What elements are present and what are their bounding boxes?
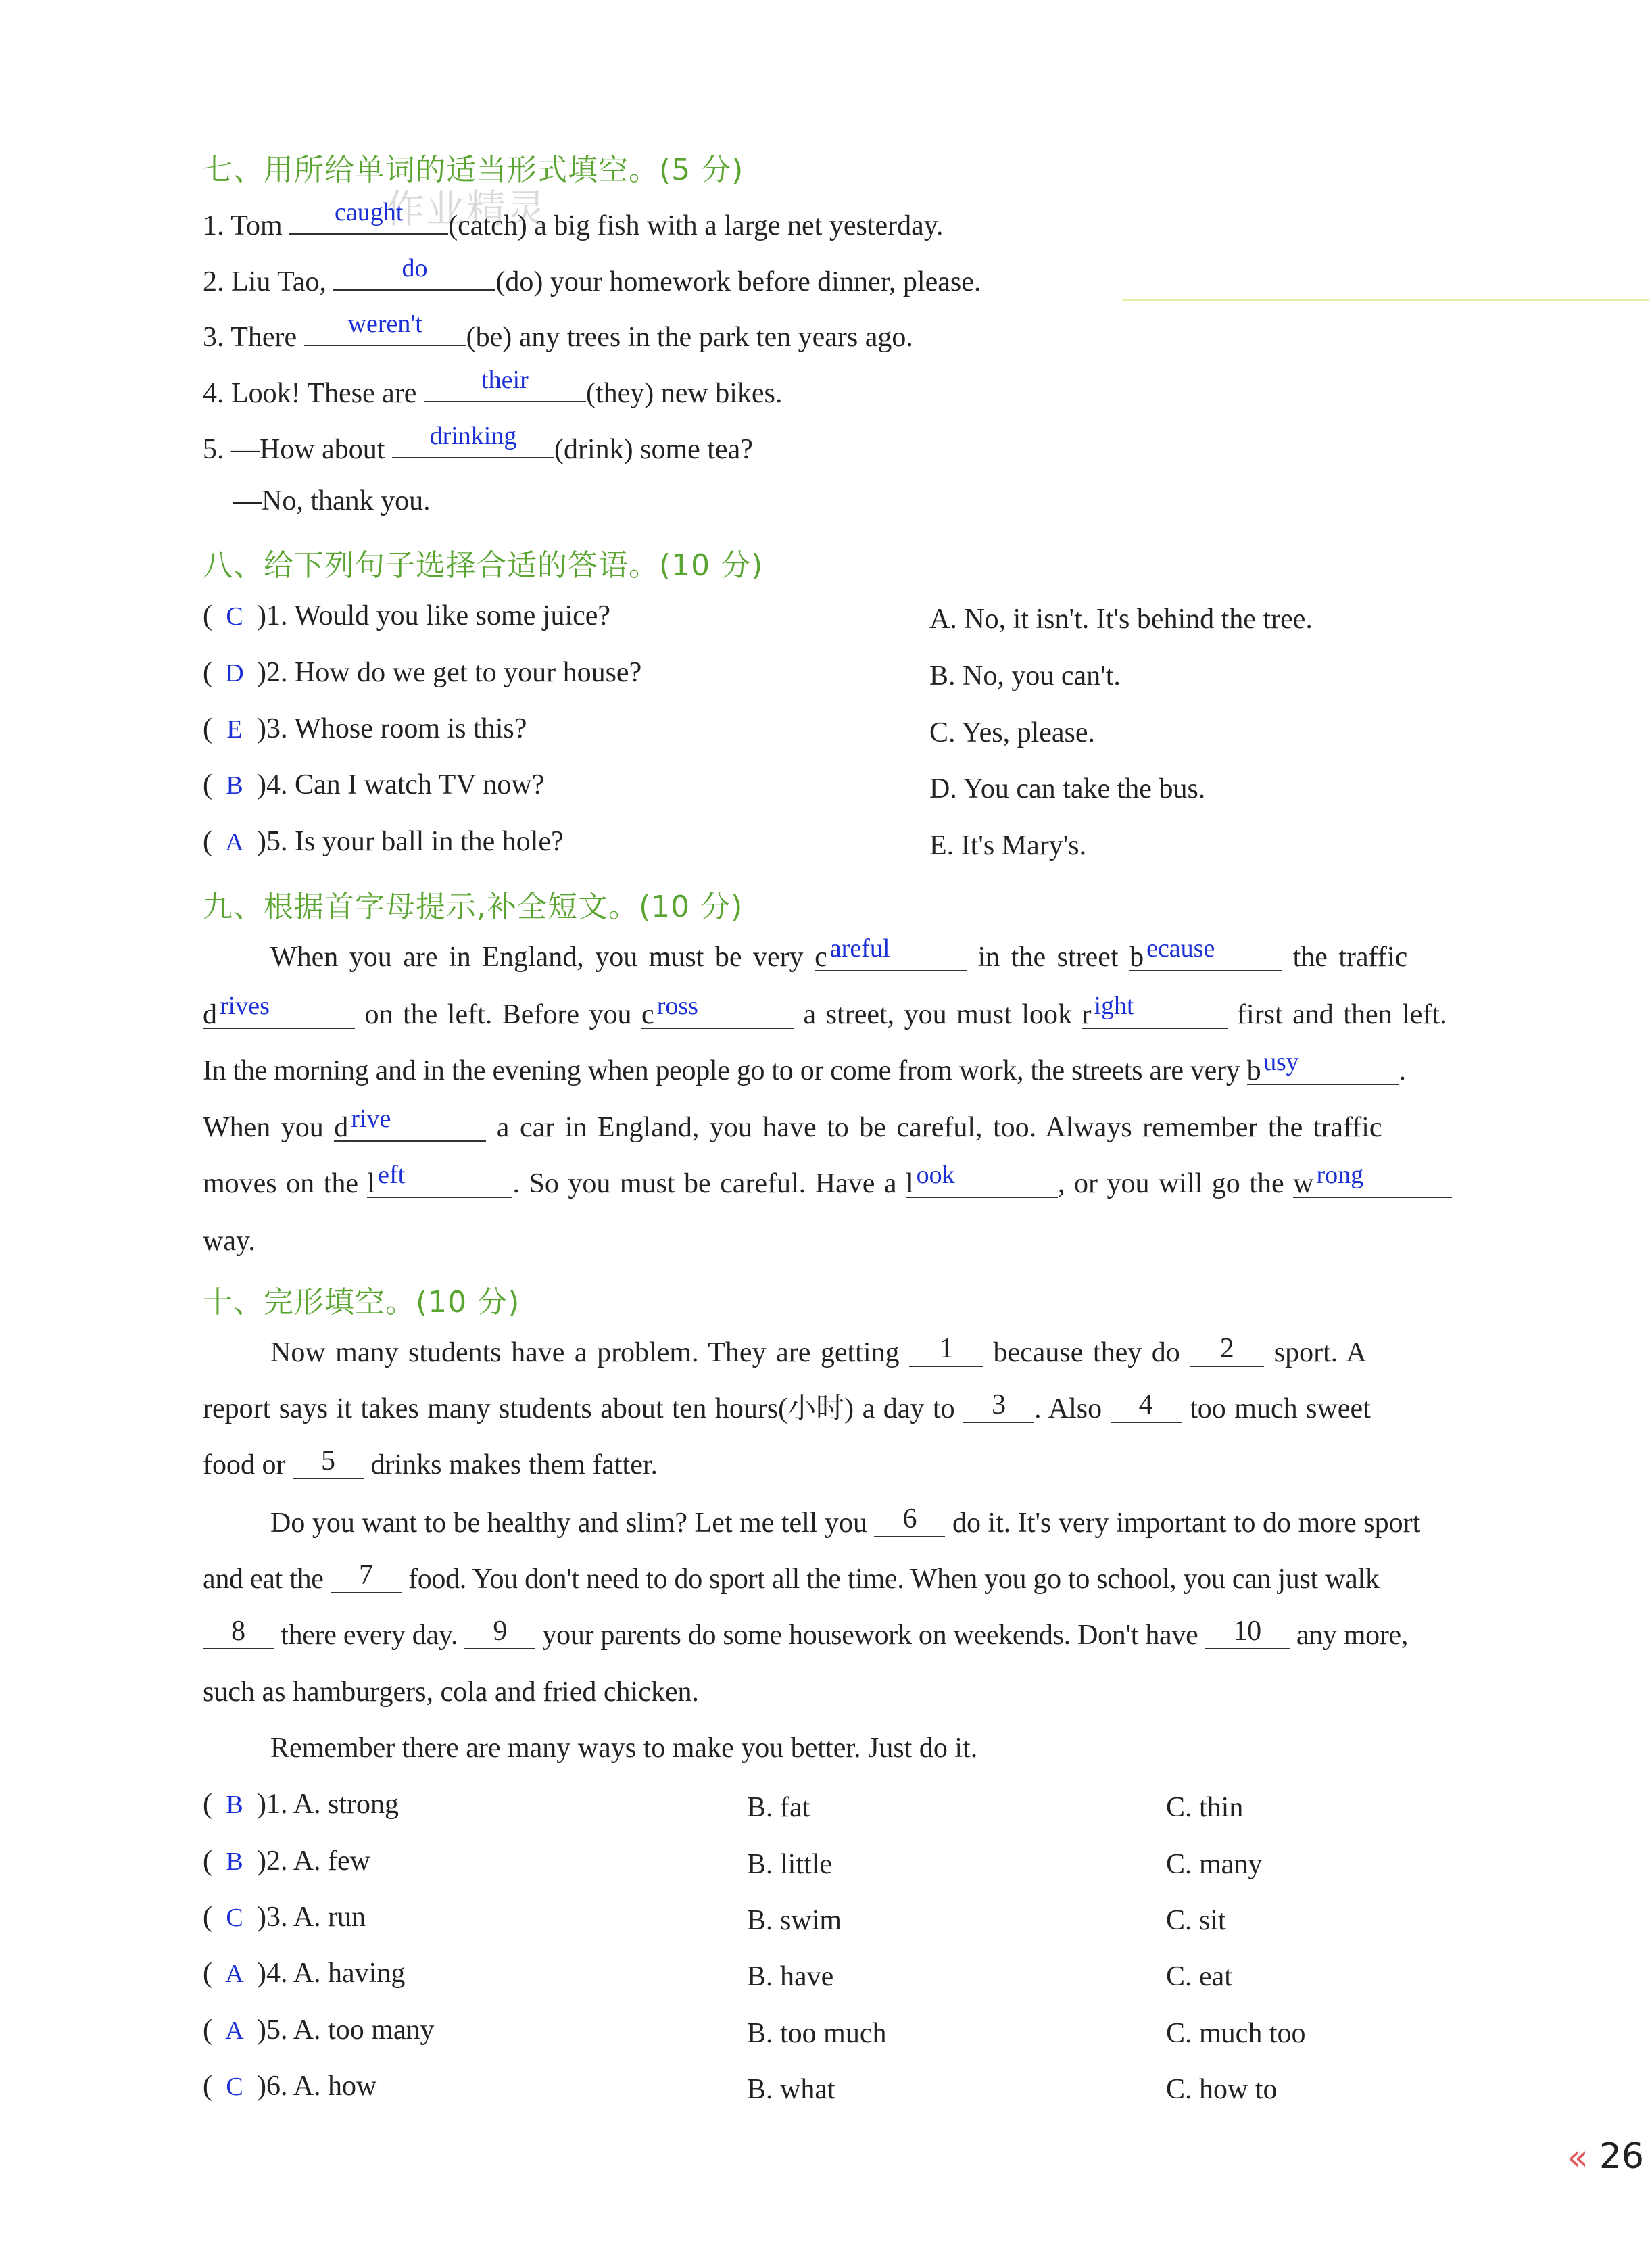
s7-item-1-answer: caught bbox=[334, 198, 404, 226]
s7-item-3-post: (be) any trees in the park ten years ago. bbox=[466, 322, 913, 353]
s7-extra: —No, thank you. bbox=[233, 485, 431, 516]
s7-item-4-pre: 4. Look! These are bbox=[203, 378, 424, 409]
s7-item-1-pre: 1. Tom bbox=[203, 210, 290, 241]
s10-para-line-5: and eat the 7 food. You don't need to do sport all the time. When you go to school, you can just walk bbox=[203, 1560, 1380, 1595]
s9-line-4: When you d rive a car in England, you have to be careful, too. Always remember the traffic bbox=[203, 1105, 1382, 1143]
s7-item-2-post: (do) your homework before dinner, please. bbox=[495, 266, 981, 297]
s7-item-3-blank bbox=[304, 310, 466, 346]
s7-item-4-post: (they) new bikes. bbox=[585, 378, 783, 409]
s10-c3-answer: C bbox=[226, 1904, 243, 1932]
section-10-title: 十、完形填空。(10 分) bbox=[203, 1285, 520, 1320]
s9-blank-8: l eft bbox=[367, 1169, 512, 1198]
s10-choice-6: ( C )6. A. how bbox=[203, 2071, 377, 2102]
s9-blank-6: b usy bbox=[1247, 1057, 1399, 1085]
s10-c4-option-c: C. eat bbox=[1166, 1961, 1232, 1992]
s8-question-4: ( B )4. Can I watch TV now? bbox=[203, 769, 545, 800]
s8-q4-answer: B bbox=[226, 771, 243, 800]
s7-item-2-answer: do bbox=[402, 254, 428, 283]
s9-blank-1: c areful bbox=[815, 943, 967, 971]
watermark: 作业精灵 bbox=[385, 186, 548, 232]
s7-item-5-blank bbox=[392, 422, 554, 458]
s9-line-2: d rives on the left. Before you c ross a street, you must look r ight first and then left. bbox=[203, 992, 1447, 1030]
s10-choice-3: ( C )3. A. run bbox=[203, 1902, 366, 1933]
s10-para-line-8: Remember there are many ways to make you better. Just do it. bbox=[270, 1733, 978, 1764]
s10-gap-3: 3 bbox=[963, 1395, 1034, 1423]
page-arrow-icon: « bbox=[1567, 2138, 1588, 2178]
s10-gap-10: 10 bbox=[1205, 1621, 1290, 1649]
s8-q3-text: )3. Whose room is this? bbox=[257, 713, 527, 744]
s9-blank-4: c ross bbox=[641, 1000, 794, 1029]
s10-choice-5: ( A )5. A. too many bbox=[203, 2014, 435, 2046]
s7-item-4 bbox=[203, 366, 783, 409]
s8-option-b: B. No, you can't. bbox=[929, 660, 1121, 692]
s10-para-line-3: food or 5 drinks makes them fatter. bbox=[203, 1445, 658, 1480]
s10-c5-option-b: B. too much bbox=[747, 2018, 887, 2049]
s10-gap-9: 9 bbox=[464, 1621, 535, 1649]
s10-c2-option-b: B. little bbox=[747, 1849, 832, 1880]
s7-item-1 bbox=[203, 198, 944, 241]
s7-item-1-blank bbox=[289, 198, 448, 235]
section-9-title: 九、根据首字母提示,补全短文。(10 分) bbox=[203, 890, 744, 924]
decorative-line bbox=[1122, 299, 1649, 301]
s10-gap-1: 1 bbox=[909, 1338, 983, 1367]
s9-blank-9: l ook bbox=[906, 1169, 1058, 1198]
s10-gap-2: 2 bbox=[1190, 1338, 1264, 1367]
s10-c6-option-c: C. how to bbox=[1166, 2074, 1278, 2105]
s7-item-2 bbox=[203, 254, 981, 297]
s10-gap-6: 6 bbox=[874, 1509, 945, 1537]
section-8-title: 八、给下列句子选择合适的答语。(10 分) bbox=[203, 548, 764, 583]
s10-c1-answer: B bbox=[226, 1791, 243, 1819]
s10-c3-option-b: B. swim bbox=[747, 1905, 842, 1936]
s9-blank-10: w rong bbox=[1293, 1169, 1452, 1198]
s10-para-line-4: Do you want to be healthy and slim? Let me tell you 6 do it. It's very important to do more sport bbox=[270, 1503, 1421, 1539]
s10-para-line-1: Now many students have a problem. They are getting 1 because they do 2 sport. A bbox=[270, 1333, 1367, 1368]
s8-q5-text: )5. Is your ball in the hole? bbox=[257, 826, 564, 857]
s10-para-line-7: such as hamburgers, cola and fried chicken. bbox=[203, 1676, 699, 1708]
s7-item-5 bbox=[203, 422, 753, 465]
s10-gap-5: 5 bbox=[293, 1451, 364, 1479]
s10-c5-answer: A bbox=[225, 2017, 244, 2045]
s10-c1-option-b: B. fat bbox=[747, 1792, 810, 1823]
s10-c6-option-b: B. what bbox=[747, 2074, 835, 2105]
s10-c2-answer: B bbox=[226, 1848, 243, 1876]
s8-option-c: C. Yes, please. bbox=[929, 717, 1096, 748]
s10-c1-option-c: C. thin bbox=[1166, 1792, 1244, 1823]
s10-choice-1: ( B )1. A. strong bbox=[203, 1789, 399, 1820]
s10-gap-7: 7 bbox=[331, 1565, 402, 1593]
s8-q3-answer: E bbox=[226, 715, 243, 744]
s9-blank-3: d rives bbox=[203, 1000, 355, 1029]
s10-choice-4: ( A )4. A. having bbox=[203, 1958, 406, 1989]
s10-c2-option-c: C. many bbox=[1166, 1849, 1263, 1880]
s10-c4-option-b: B. have bbox=[747, 1961, 834, 1992]
s8-q4-text: )4. Can I watch TV now? bbox=[257, 769, 545, 800]
s8-question-2: ( D )2. How do we get to your house? bbox=[203, 657, 642, 688]
s8-q5-answer: A bbox=[225, 828, 244, 856]
s9-line-5: moves on the l eft . So you must be careful. Have a l ook , or you will go the w rong bbox=[203, 1169, 1452, 1198]
s7-item-5-answer: drinking bbox=[429, 422, 517, 450]
s7-item-3-pre: 3. There bbox=[203, 322, 304, 353]
s7-item-4-blank bbox=[424, 366, 586, 402]
s8-q1-text: )1. Would you like some juice? bbox=[257, 600, 611, 631]
s10-c3-option-c: C. sit bbox=[1166, 1905, 1226, 1936]
s8-option-e: E. It's Mary's. bbox=[929, 830, 1087, 861]
s9-blank-2: b ecause bbox=[1129, 943, 1282, 971]
s8-question-5: ( A )5. Is your ball in the hole? bbox=[203, 826, 564, 857]
s7-item-4-answer: their bbox=[481, 366, 529, 394]
s10-para-line-6: 8 there every day. 9 your parents do some housework on weekends. Don't have 10 any more, bbox=[203, 1621, 1408, 1649]
s7-item-3 bbox=[203, 310, 913, 353]
s8-option-a: A. No, it isn't. It's behind the tree. bbox=[929, 604, 1313, 635]
s10-gap-4: 4 bbox=[1111, 1395, 1182, 1423]
s10-c4-answer: A bbox=[225, 1960, 244, 1988]
s10-c5-option-c: C. much too bbox=[1166, 2018, 1306, 2049]
s9-line-3: In the morning and in the evening when people go to or come from work, the streets are very b usy . bbox=[203, 1048, 1406, 1086]
s10-para-line-2: report says it takes many students about ten hours(小时) a day to 3 . Also 4 too much sweet bbox=[203, 1389, 1371, 1424]
s10-c6-answer: C bbox=[226, 2073, 243, 2101]
s7-item-5-pre: 5. —How about bbox=[203, 434, 392, 465]
s7-item-3-answer: weren't bbox=[347, 310, 422, 338]
s8-q2-text: )2. How do we get to your house? bbox=[257, 657, 642, 688]
s10-choice-2: ( B )2. A. few bbox=[203, 1845, 370, 1877]
s9-blank-7: d rive bbox=[334, 1113, 486, 1142]
section-7-title: 七、用所给单词的适当形式填空。(5 分) bbox=[203, 153, 744, 187]
s8-q1-answer: C bbox=[226, 602, 243, 631]
s7-item-5-post: (drink) some tea? bbox=[554, 434, 753, 465]
s8-question-1: ( C )1. Would you like some juice? bbox=[203, 600, 611, 631]
s7-item-1-post: (catch) a big fish with a large net yesterday. bbox=[448, 210, 944, 241]
page-number: 26 bbox=[1599, 2136, 1644, 2177]
s9-line-1: When you are in England, you must be very c areful in the street b ecause the traffic bbox=[270, 934, 1408, 973]
s7-item-2-blank bbox=[333, 254, 495, 291]
s8-question-3: ( E )3. Whose room is this? bbox=[203, 713, 527, 744]
s7-item-2-pre: 2. Liu Tao, bbox=[203, 266, 334, 297]
s9-blank-5: r ight bbox=[1082, 1000, 1228, 1029]
s8-option-d: D. You can take the bus. bbox=[929, 773, 1206, 804]
s10-gap-8: 8 bbox=[203, 1621, 274, 1649]
s8-q2-answer: D bbox=[225, 659, 244, 687]
s9-line-6: way. bbox=[203, 1226, 256, 1257]
